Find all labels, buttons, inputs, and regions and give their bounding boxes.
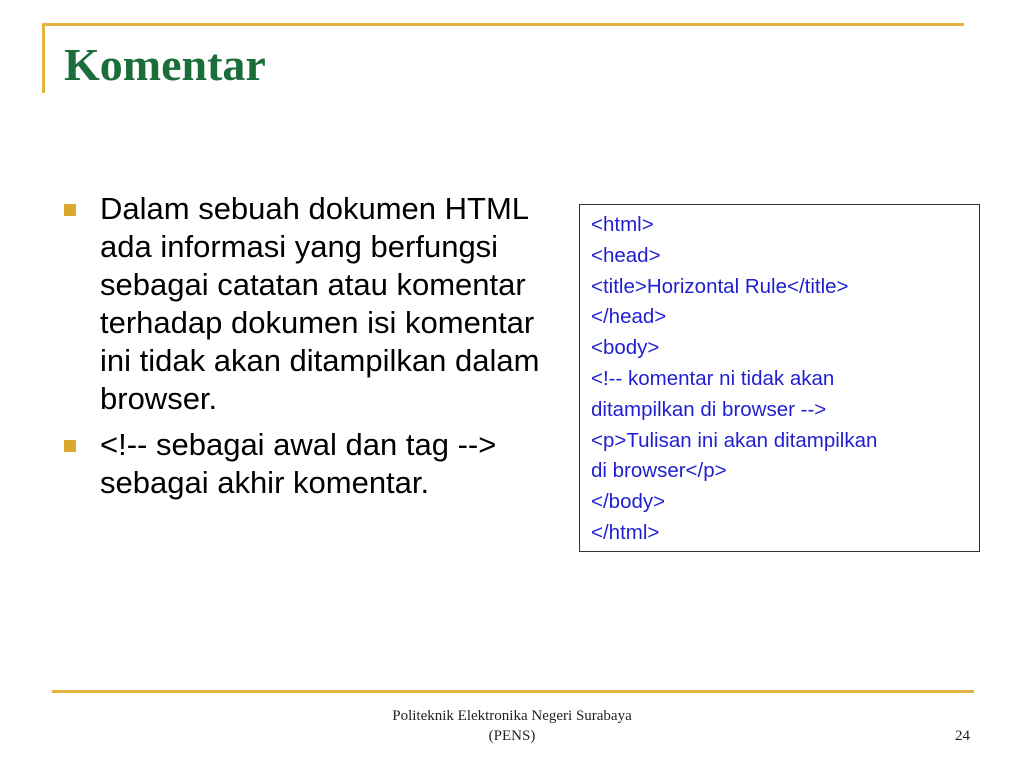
left-decorative-rule: [42, 23, 45, 93]
footer-institution-abbrev: (PENS): [488, 728, 536, 744]
footer-decorative-rule: [52, 690, 974, 693]
code-line: </html>: [591, 520, 660, 544]
slide-title: Komentar: [64, 39, 266, 90]
code-line: <!-- komentar ni tidak akan: [591, 366, 835, 390]
code-line: <p>Tulisan ini akan ditampilkan: [591, 428, 878, 452]
top-decorative-rule: [42, 23, 964, 26]
code-line: ditampilkan di browser -->: [591, 397, 827, 421]
bullet-item: [62, 426, 542, 502]
bullet-text: Dalam sebuah dokumen HTML ada informasi yang berfungsi sebagai catatan atau komentar terhadap dokumen isi komentar ini tidak akan ditampilkan dalam browser.: [100, 191, 540, 416]
code-example-box: [579, 204, 980, 552]
square-bullet-icon: [64, 440, 76, 452]
bullet-text: <!-- sebagai awal dan tag --> sebagai akhir komentar.: [100, 427, 497, 500]
bullet-list: [62, 190, 542, 510]
code-line: <html>: [591, 213, 654, 236]
footer-institution-name: Politeknik Elektronika Negeri Surabaya: [392, 708, 632, 724]
code-line: <title>Horizontal Rule</title>: [591, 274, 849, 298]
bullet-item: [62, 190, 542, 418]
footer-institution: [362, 706, 662, 746]
code-line: di browser</p>: [591, 459, 727, 483]
page-number: 24: [955, 728, 970, 744]
square-bullet-icon: [64, 204, 76, 216]
code-line: <head>: [591, 243, 661, 267]
code-line: </head>: [591, 305, 667, 329]
code-line: </body>: [591, 490, 666, 514]
code-line: <body>: [591, 336, 660, 360]
